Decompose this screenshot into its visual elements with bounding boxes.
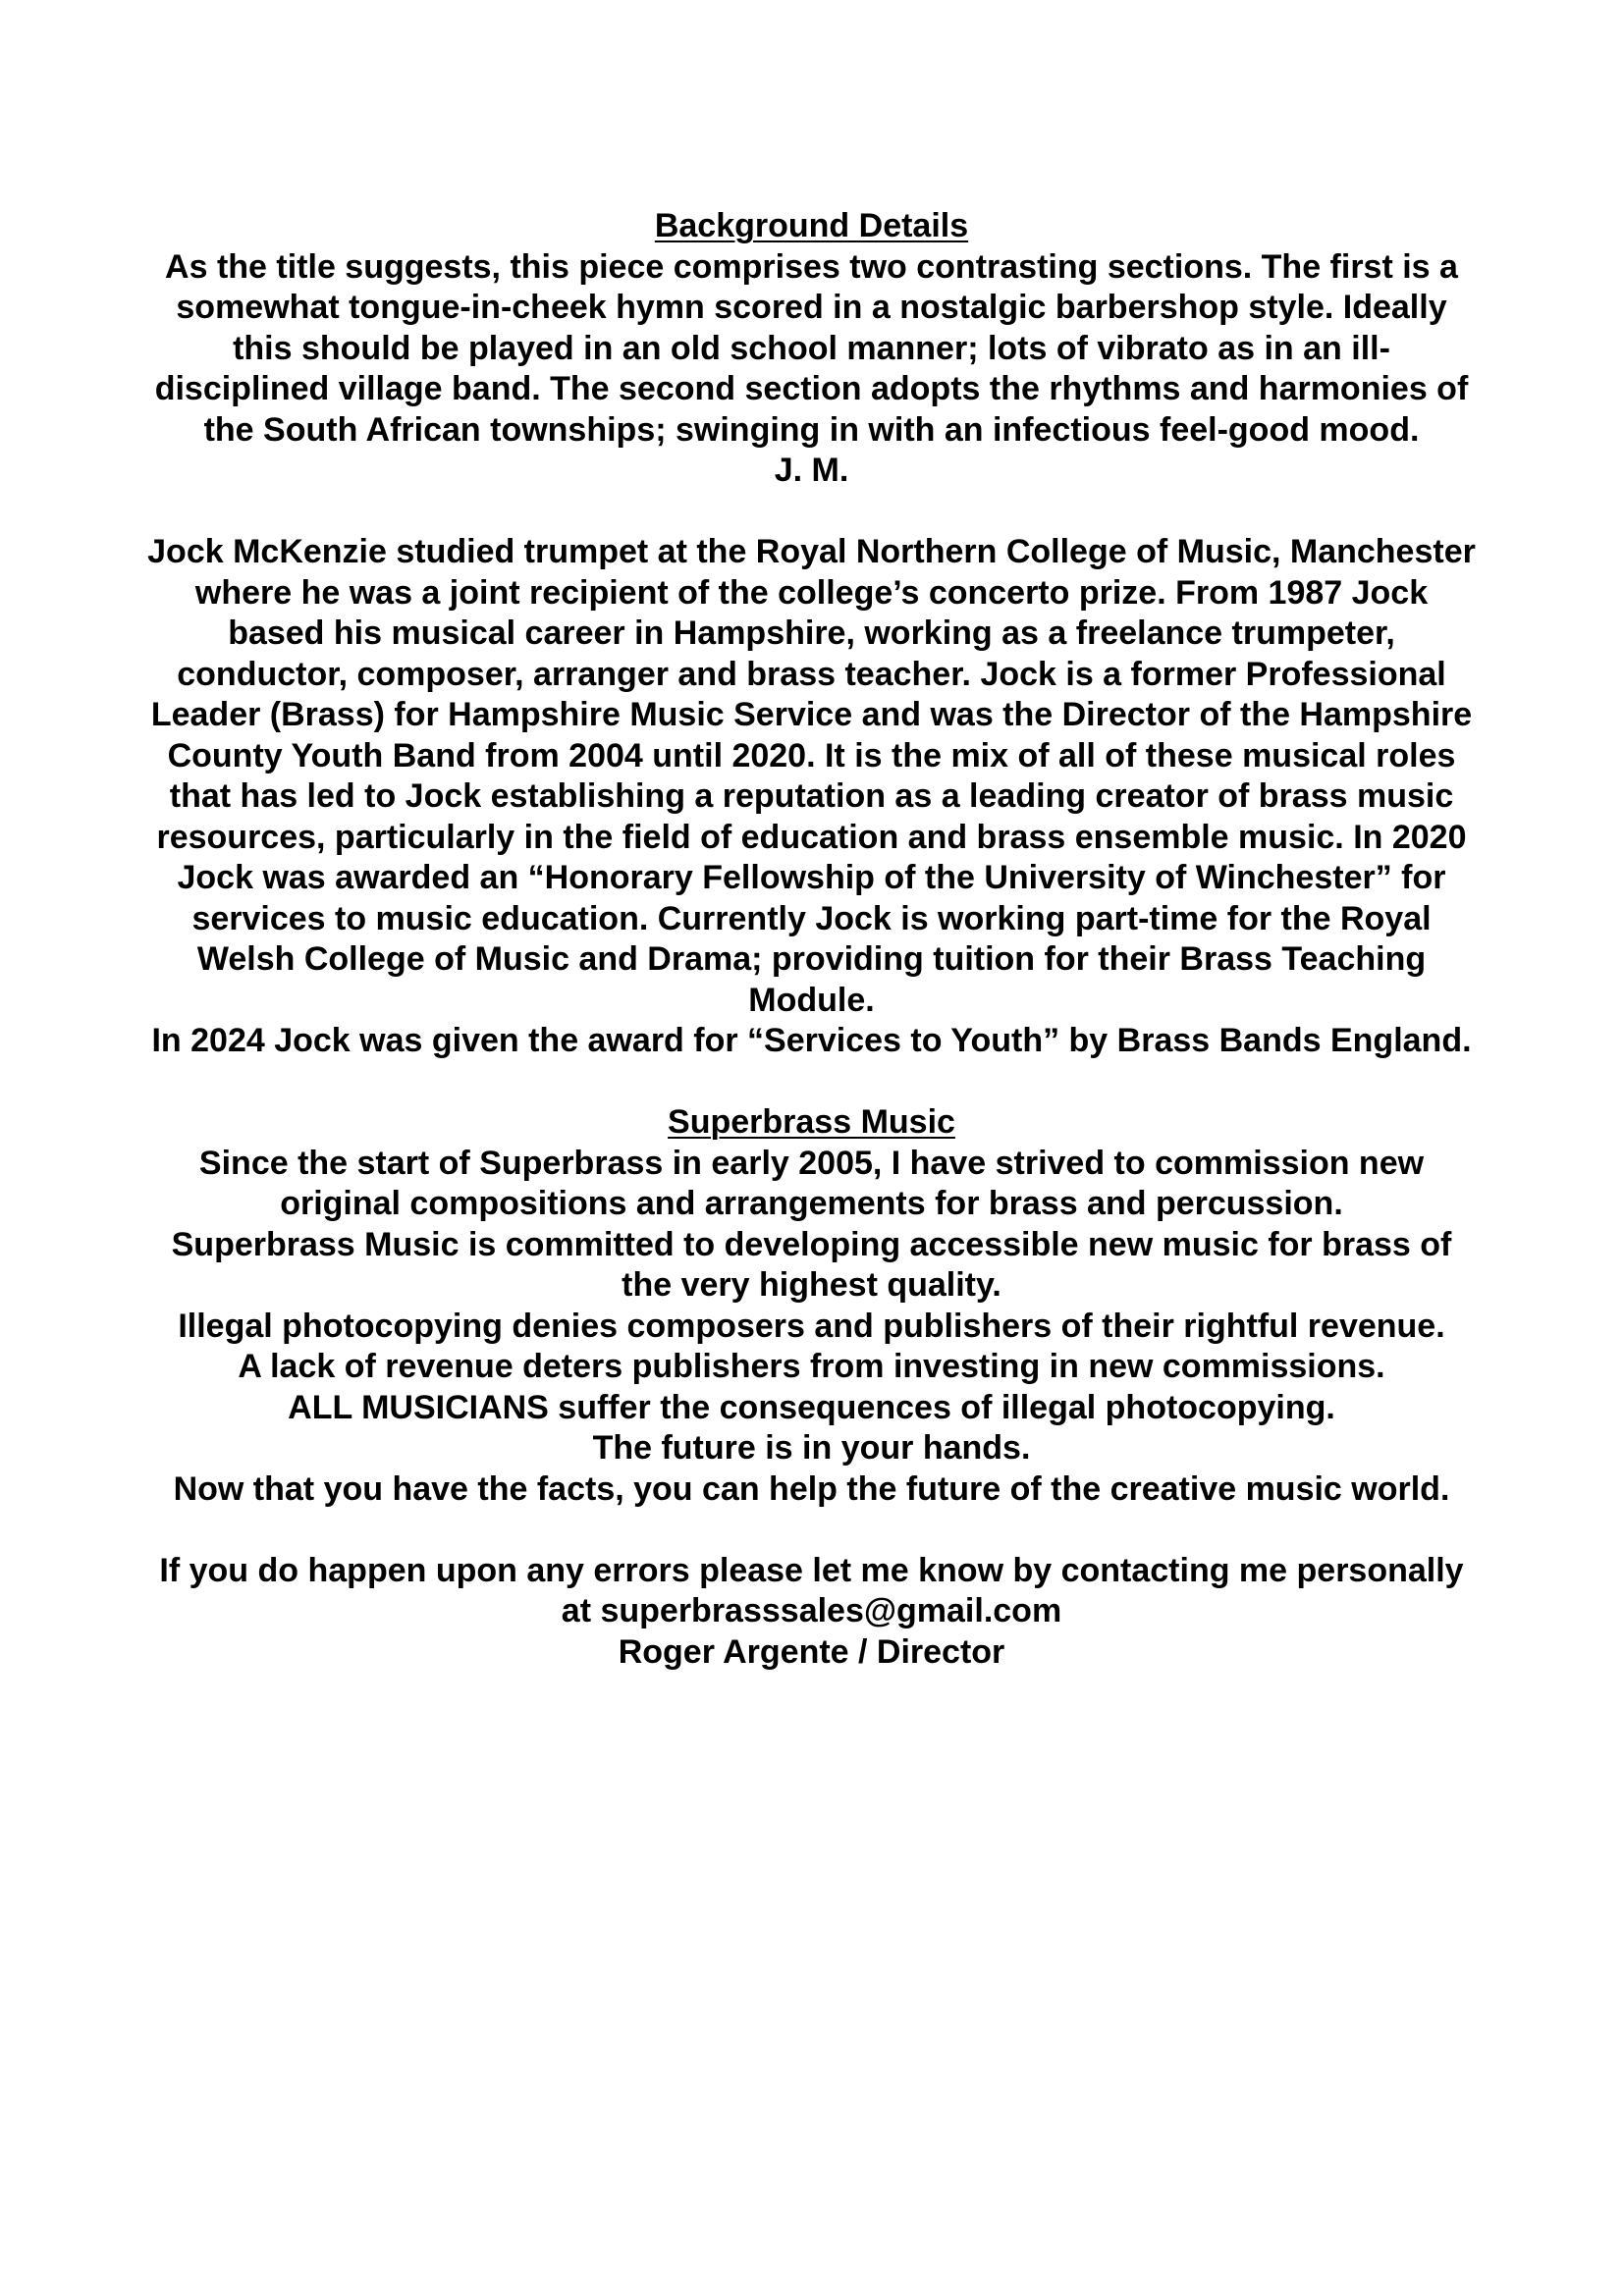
biography-award: In 2024 Jock was given the award for “Services to Youth” by Brass Bands England. bbox=[151, 1022, 1472, 1059]
superbrass-line: The future is in your hands. bbox=[592, 1429, 1031, 1467]
superbrass-line: Illegal photocopying denies composers and publishers of their rightful revenue. bbox=[178, 1307, 1445, 1345]
biography-text: Jock McKenzie studied trumpet at the Royal Northern College of Music, Manchester where he was a joint recipient of the college’s concerto prize. From 1987 Jock based his musical career in Hampshire, working as a freelance trumpeter, conductor, composer, arranger and brass teacher. Jock is a former Professional Leader (Brass) for Hampshire Music Service and was the Director of the Hampshire County Youth Band from 2004 until 2020. It is the mix of all of these musical roles that has led to Jock establishing a reputation as a leading creator of brass music resources, particularly in the field of education and brass ensemble music. In 2020 Jock was awarded an “Honorary Fellowship of the University of Winchester” for services to music education. Currently Jock is working part-time for the Royal Welsh College of Music and Drama; providing tuition for their Brass Teaching Module. bbox=[147, 533, 1476, 1019]
superbrass-line: ALL MUSICIANS suffer the consequences of illegal photocopying. bbox=[288, 1388, 1335, 1426]
superbrass-heading: Superbrass Music bbox=[668, 1103, 955, 1141]
superbrass-line: Since the start of Superbrass in early 2005, I have strived to commission new original compositions and arrangements for brass and percussion. bbox=[198, 1144, 1425, 1222]
contact-text: If you do happen upon any errors please let me know by contacting me personally at superbrasssales@gmail.com bbox=[159, 1551, 1464, 1629]
author-initials: J. M. bbox=[774, 452, 849, 489]
signature: Roger Argente / Director bbox=[618, 1632, 1005, 1671]
spacer bbox=[147, 1510, 1476, 1551]
superbrass-line: A lack of revenue deters publishers from investing in new commissions. bbox=[238, 1348, 1385, 1385]
background-heading: Background Details bbox=[654, 207, 969, 244]
spacer bbox=[147, 1062, 1476, 1103]
superbrass-line: Superbrass Music is committed to developing accessible new music for brass of the very highest quality. bbox=[171, 1225, 1452, 1304]
document-page bbox=[147, 206, 1476, 1673]
background-text: As the title suggests, this piece comprises two contrasting sections. The first is a somewhat tongue-in-cheek hymn scored in a nostalgic barbershop style. Ideally this should be played in an old school manner; lots of vibrato as in an ill-disciplined village band. The second section adopts the rhythms and harmonies of the South African townships; swinging in with an infectious feel-good mood. bbox=[154, 247, 1469, 449]
superbrass-line: Now that you have the facts, you can help the future of the creative music world. bbox=[173, 1469, 1450, 1508]
spacer bbox=[147, 492, 1476, 533]
